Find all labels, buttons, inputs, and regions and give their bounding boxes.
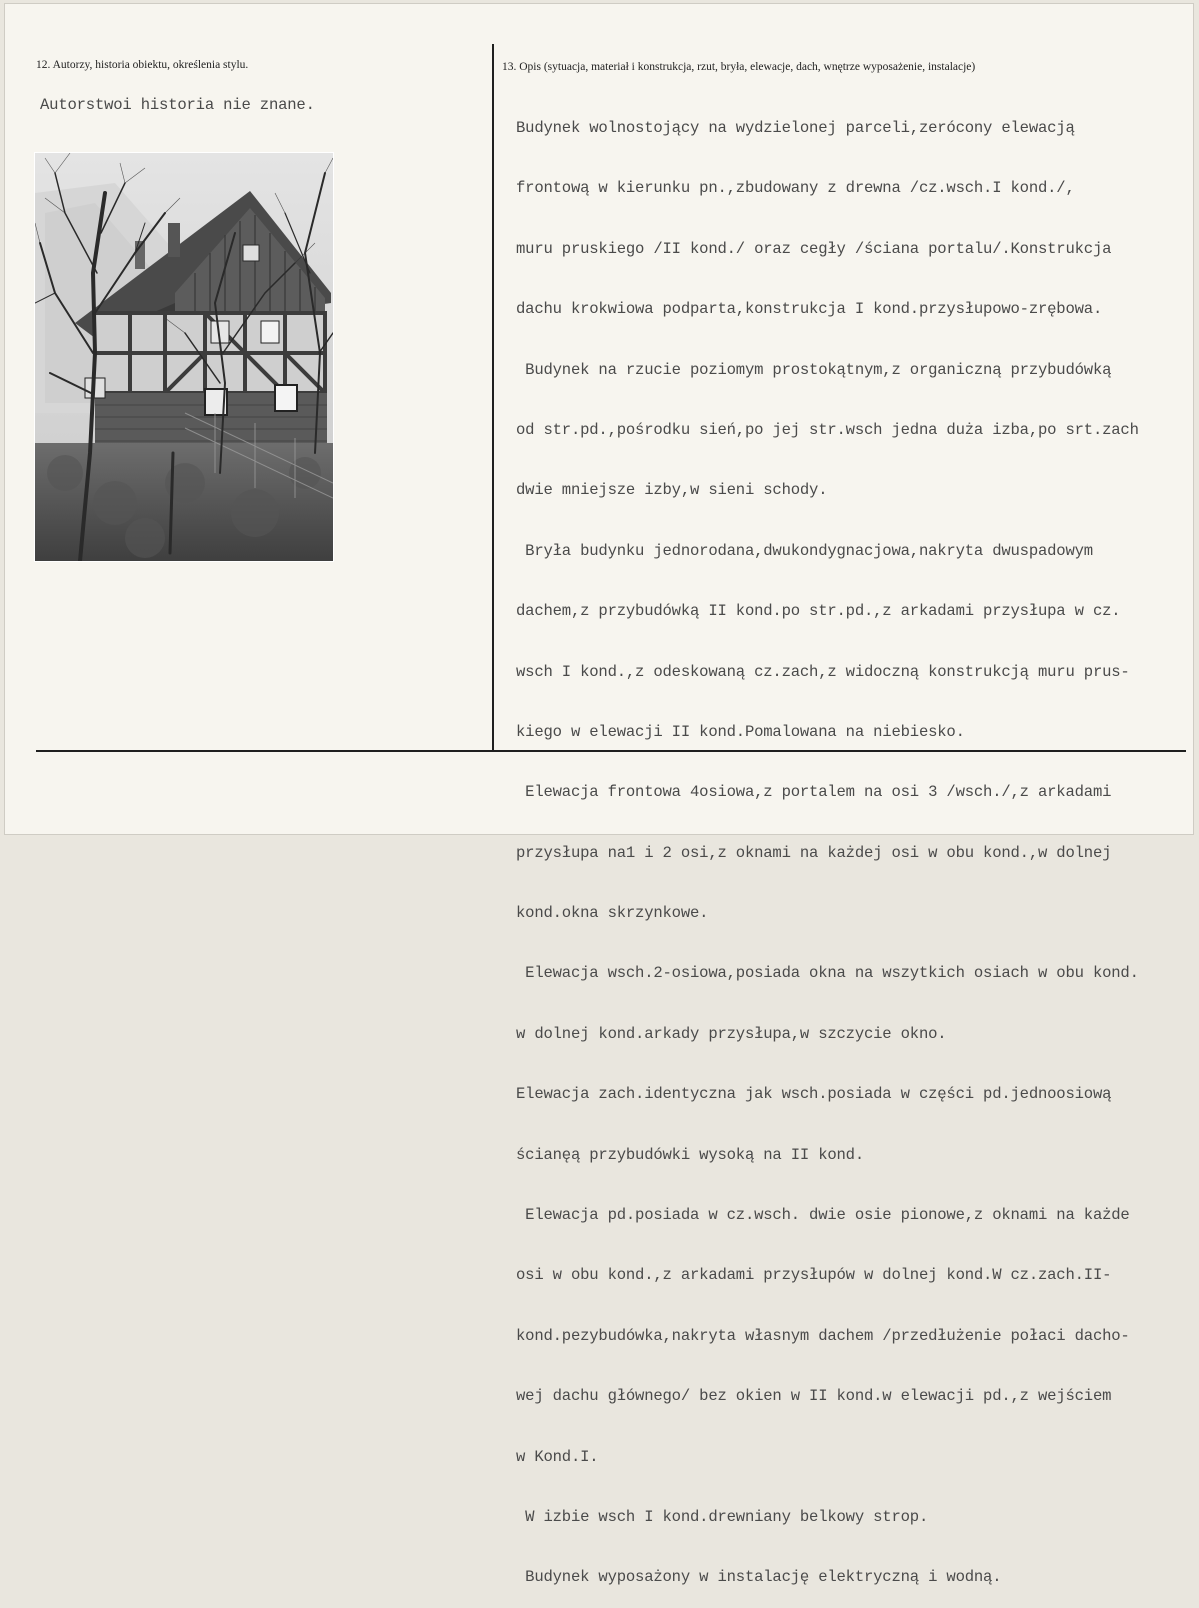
house-photo [34, 152, 334, 562]
description-line: osi w obu kond.,z arkadami przysłupów w dolnej kond.W cz.zach.II- [516, 1266, 1112, 1285]
description-line: Elewacja frontowa 4osiowa,z portalem na osi 3 /wsch./,z arkadami [516, 783, 1112, 802]
description-line: dachu krokwiowa podparta,konstrukcja I kond.przysłupowo-zrębowa. [516, 300, 1103, 319]
description-line: Budynek wyposażony w instalację elektryczną i wodną. [516, 1568, 1002, 1587]
description-line: W izbie wsch I kond.drewniany belkowy strop. [516, 1507, 929, 1526]
description-line: ścianęą przybudówki wysoką na II kond. [516, 1145, 864, 1164]
description-line: kond.okna skrzynkowe. [516, 904, 709, 923]
description-line: frontową w kierunku pn.,zbudowany z drewna /cz.wsch.I kond./, [516, 179, 1075, 198]
description-line: Elewacja zach.identyczna jak wsch.posiada w części pd.jednoosiową [516, 1085, 1112, 1104]
description-line: Budynek wolnostojący na wydzielonej parceli,zerócony elewacją [516, 119, 1075, 137]
description-line: w Kond.I. [516, 1447, 599, 1466]
description-line: Elewacja wsch.2-osiowa,posiada okna na wszytkich osiach w obu kond. [516, 964, 1139, 983]
description-line: dachem,z przybudówką II kond.po str.pd.,z arkadami przysłupa w cz. [516, 602, 1121, 621]
description-line: od str.pd.,pośrodku sień,po jej str.wsch jedna duża izba,po srt.zach [516, 420, 1139, 439]
description-line: Elewacja pd.posiada w cz.wsch. dwie osie pionowe,z oknami na każde [516, 1206, 1130, 1225]
section-13-label: 13. Opis (sytuacja, materiał i konstrukcja, rzut, bryła, elewacje, dach, wnętrze wyposażenie, instalacje) [502, 61, 976, 73]
description-line: dwie mniejsze izby,w sieni schody. [516, 481, 828, 500]
description-line: przysłupa na1 i 2 osi,z oknami na każdej osi w obu kond.,w dolnej [516, 843, 1112, 862]
description-line: wsch I kond.,z odeskowaną cz.zach,z widoczną konstrukcją muru prus- [516, 662, 1130, 681]
description-line: wej dachu głównego/ bez okien w II kond.w elewacji pd.,z wejściem [516, 1387, 1112, 1406]
bottom-rule [36, 750, 1186, 752]
description-line: muru pruskiego /II kond./ oraz cegły /ściana portalu/.Konstrukcja [516, 239, 1112, 258]
description-line: w dolnej kond.arkady przysłupa,w szczycie okno. [516, 1024, 947, 1043]
authors-history-text: Autorstwoi historia nie znane. [40, 96, 315, 114]
description-text [516, 80, 1139, 1608]
description-line: kond.pezybudówka,nakryta własnym dachem /przedłużenie połaci dacho- [516, 1326, 1130, 1345]
description-line: Bryła budynku jednorodana,dwukondygnacjowa,nakryta dwuspadowym [516, 541, 1093, 560]
column-divider [492, 44, 494, 752]
section-12-label: 12. Autorzy, historia obiektu, określenia stylu. [36, 59, 249, 71]
description-line: kiego w elewacji II kond.Pomalowana na niebiesko. [516, 722, 965, 741]
description-line: Budynek na rzucie poziomym prostokątnym,z organiczną przybudówką [516, 360, 1112, 379]
